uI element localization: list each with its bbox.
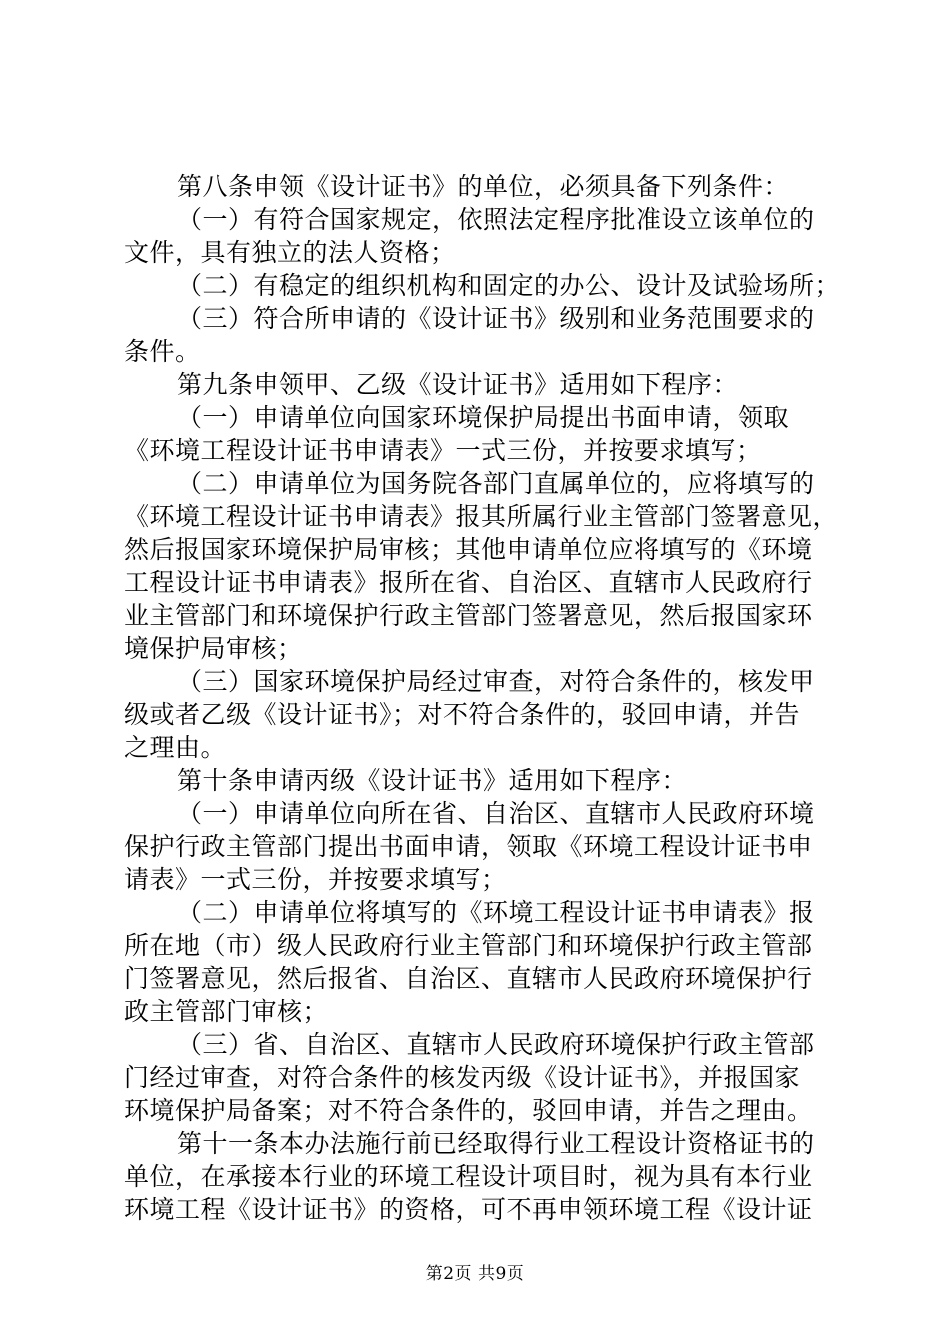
text-line: 环境保护局备案；对不符合条件的，驳回申请，并告之理由。 [124, 1096, 813, 1125]
text-line: 政主管部门审核； [124, 997, 329, 1026]
text-line: 文件，具有独立的法人资格； [124, 238, 456, 267]
text-line: （一）申请单位向国家环境保护局提出书面申请，领取 [177, 403, 790, 432]
text-line: 然后报国家环境保护局审核；其他申请单位应将填写的《环境 [124, 535, 813, 564]
text-line: 《环境工程设计证书申请表》一式三份，并按要求填写； [124, 436, 762, 465]
text-line: 第八条申领《设计证书》的单位，必须具备下列条件： [177, 172, 790, 201]
text-line: 条件。 [124, 337, 201, 366]
text-line: 工程设计证书申请表》报所在省、自治区、直辖市人民政府行 [124, 568, 813, 597]
text-line: 第十条申请丙级《设计证书》适用如下程序： [177, 766, 688, 795]
text-line: （三）国家环境保护局经过审查，对符合条件的，核发甲 [177, 667, 815, 696]
text-line: 之理由。 [124, 733, 227, 762]
text-line: 环境工程《设计证书》的资格，可不再申领环境工程《设计证 [124, 1195, 813, 1224]
text-line: 第十一条本办法施行前已经取得行业工程设计资格证书的 [177, 1129, 815, 1158]
text-line: 门经过审查，对符合条件的核发丙级《设计证书》，并报国家 [124, 1063, 801, 1092]
text-line: （一）有符合国家规定，依照法定程序批准设立该单位的 [177, 205, 815, 234]
text-line: （三）省、自治区、直辖市人民政府环境保护行政主管部 [177, 1030, 815, 1059]
text-line: 业主管部门和环境保护行政主管部门签署意见，然后报国家环 [124, 601, 813, 630]
text-line: （三）符合所申请的《设计证书》级别和业务范围要求的 [177, 304, 815, 333]
text-line: （一）申请单位向所在省、自治区、直辖市人民政府环境 [177, 799, 815, 828]
text-line: （二）有稳定的组织机构和固定的办公、设计及试验场所； [177, 271, 841, 300]
text-line: （二）申请单位将填写的《环境工程设计证书申请表》报 [177, 898, 815, 927]
text-line: （二）申请单位为国务院各部门直属单位的，应将填写的 [177, 469, 815, 498]
text-line: 所在地（市）级人民政府行业主管部门和环境保护行政主管部 [124, 931, 813, 960]
text-line: 境保护局审核； [124, 634, 303, 663]
text-line: 第九条申领甲、乙级《设计证书》适用如下程序： [177, 370, 739, 399]
text-line: 保护行政主管部门提出书面申请，领取《环境工程设计证书申 [124, 832, 813, 861]
text-line: 门签署意见，然后报省、自治区、直辖市人民政府环境保护行 [124, 964, 813, 993]
text-line: 请表》一式三份，并按要求填写； [124, 865, 507, 894]
text-line: 《环境工程设计证书申请表》报其所属行业主管部门签署意见， [124, 502, 839, 531]
text-line: 单位，在承接本行业的环境工程设计项目时，视为具有本行业 [124, 1162, 813, 1191]
page-number-footer: 第2页 共9页 [425, 1264, 525, 1284]
text-line: 级或者乙级《设计证书》；对不符合条件的，驳回申请，并告 [124, 700, 801, 729]
